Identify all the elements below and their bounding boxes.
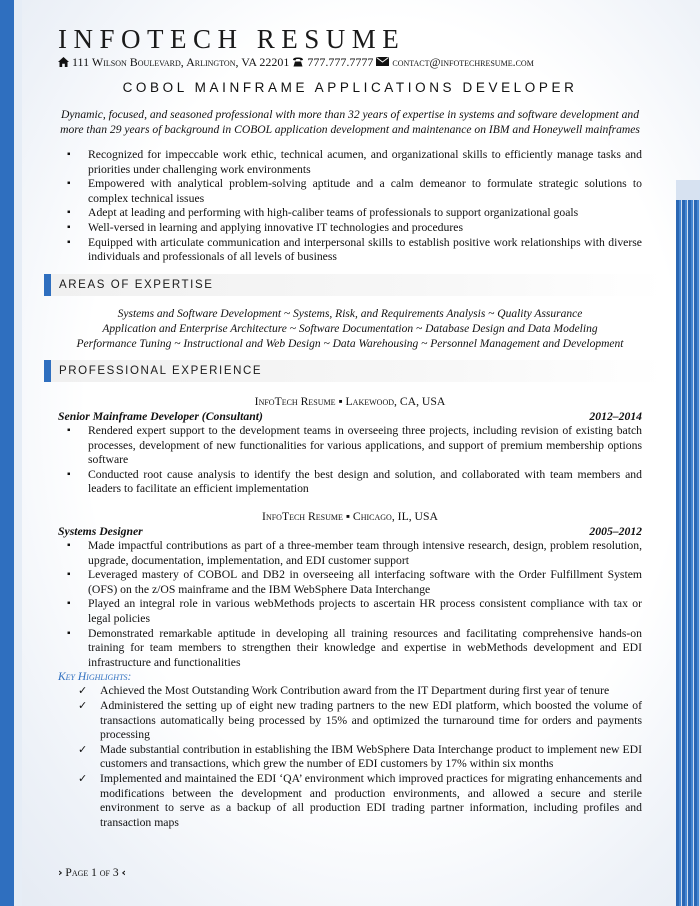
company-name: InfoTech Resume [262, 510, 343, 523]
role-title: Senior Mainframe Developer (Consultant) [58, 410, 263, 423]
page-number: Page 1 of 3 [65, 867, 119, 879]
role-title: Systems Designer [58, 525, 143, 538]
section-heading-experience [44, 360, 664, 382]
resume-name: INFOTECH RESUME [58, 24, 406, 54]
highlight-item: ✓ Made substantial contribution in establishing the IBM WebSphere Data Interchange product to implement new EDI customers and transactions, which grew the number of EDI customers by 17% within six months [58, 743, 642, 772]
role-dates: 2005–2012 [589, 525, 642, 538]
contact-line [58, 55, 534, 70]
job-bullet: ▪ Made impactful contributions as part of a three-member team through intensive research, design, problem resolution, upgrade, documentation, implementation, and EDI customer support [58, 539, 642, 568]
section-marker [44, 274, 51, 296]
expertise-line: Systems and Software Development ~ Systems, Risk, and Requirements Analysis ~ Quality Assurance [117, 308, 583, 320]
summary-bullet: ▪ Well-versed in learning and applying innovative IT technologies and procedures [58, 221, 642, 236]
summary-bullet: ▪ Equipped with articulate communication and interpersonal skills to establish positive work relationships with diverse individuals and professionals of all levels of business [58, 236, 642, 265]
page-footer [58, 866, 126, 879]
phone-icon [292, 55, 307, 69]
company-location: Lakewood, CA, USA [345, 395, 446, 408]
job-bullet: ▪ Played an integral role in various webMethods projects to ascertain HR process consistent compliance with tax or legal policies [58, 597, 642, 626]
job-bullet: ▪ Leveraged mastery of COBOL and DB2 in overseeing all interfacing software with the Order Fulfillment System (OFS) on the z/OS mainframe and the IBM WebSphere Data Interchange [58, 568, 642, 597]
address: 111 Wilson Boulevard, Arlington, VA 22201 [72, 55, 290, 69]
summary-bullet: ▪ Adept at leading and performing with high-caliber teams of professionals to support organizational goals [58, 206, 642, 221]
role-line [58, 409, 642, 424]
expertise-line: Application and Enterprise Architecture ~ Software Documentation ~ Database Design and Data Modeling [102, 323, 598, 335]
chevron-right-icon: › [58, 866, 63, 879]
company-name: InfoTech Resume [254, 395, 336, 408]
section-label: PROFESSIONAL EXPERIENCE [59, 365, 263, 377]
expertise-line: Performance Tuning ~ Instructional and Web Design ~ Data Warehousing ~ Personnel Management and Development [76, 338, 624, 350]
role-line [58, 524, 642, 539]
highlight-item: ✓ Achieved the Most Outstanding Work Contribution award from the IT Department during first year of tenure [58, 684, 642, 699]
right-decorative-stripes [676, 200, 700, 906]
chevron-left-icon: ‹ [121, 866, 127, 879]
phone-number: 777.777.7777 [307, 55, 374, 69]
left-accent-bar [0, 0, 14, 906]
home-icon [58, 55, 72, 69]
right-deco-cap [676, 180, 700, 202]
company-location: Chicago, IL, USA [352, 510, 438, 523]
summary-bullet: ▪ Recognized for impeccable work ethic, technical acumen, and organizational skills to efficiently manage tasks and priorities under challenging work environments [58, 148, 642, 177]
section-label: AREAS OF EXPERTISE [59, 279, 214, 291]
summary-paragraph: Dynamic, focused, and seasoned professional with more than 32 years of expertise in systems and software development and more than 29 years of background in COBOL application development and maintenance on IBM and Honeywell mainframes [60, 108, 640, 136]
highlight-item: ✓ Implemented and maintained the EDI ‘QA’ environment which improved practices for migrating enhancements and modifications between the development and production environments, and allowed a secure and sterile environment to serve as a backup of all production EDI trading partner information, including profiles and transaction maps [58, 772, 642, 830]
job-entry [58, 509, 642, 830]
highlight-item: ✓ Administered the setting up of eight new trading partners to the new EDI platform, which boosted the volume of transactions automatically being processed by 15% and optimized the turnaround time for orders and payments processing [58, 699, 642, 743]
email-icon [376, 55, 392, 69]
separator-icon: ▪ [345, 510, 350, 523]
email-link[interactable]: contact@infotechresume.com [392, 55, 534, 69]
job-bullet: ▪ Conducted root cause analysis to identify the best design and solution, and collaborated with team members and leaders to facilitate an efficient implementation [58, 468, 642, 497]
key-highlights-label: Key Highlights: [58, 671, 132, 684]
job-bullet: ▪ Demonstrated remarkable aptitude in developing all training resources and facilitating comprehensive hands-on training for team members to strengthen their knowledge and expertise in webMethods development and EDI infrastructure and functionalities [58, 627, 642, 671]
company-line [58, 394, 642, 409]
job-entry [58, 394, 642, 497]
section-marker [44, 360, 51, 382]
summary-bullets [58, 148, 642, 265]
section-heading-expertise [44, 274, 664, 296]
summary-bullet: ▪ Empowered with analytical problem-solving aptitude and a calm demeanor to formulate strategic solutions to complex technical issues [58, 177, 642, 206]
expertise-list [58, 307, 642, 352]
job-bullet: ▪ Rendered expert support to the development teams in overseeing three projects, including revision of existing batch processes, development of new functionalities for various applications, and support of premium membership options software [58, 424, 642, 468]
left-accent-strip [14, 0, 22, 906]
company-line [58, 509, 642, 524]
job-title: COBOL MAINFRAME APPLICATIONS DEVELOPER [122, 80, 578, 95]
role-dates: 2012–2014 [589, 410, 642, 423]
separator-icon: ▪ [338, 395, 343, 408]
